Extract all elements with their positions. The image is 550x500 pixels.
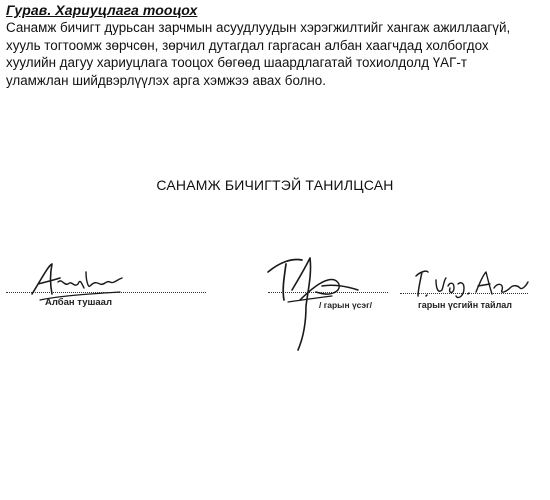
section-heading: Гурав. Хариуцлага тооцох	[6, 2, 198, 18]
body-line: уламжлан шийдвэрлүүлэх арга хэмжээ авах болно.	[6, 72, 326, 88]
section-body	[6, 19, 526, 89]
caption-position: Албан тушаал	[45, 297, 112, 308]
acknowledgement-title: САНАМЖ БИЧИГТЭЙ ТАНИЛЦСАН	[156, 177, 394, 193]
caption-signature: / гарын үсэг/	[319, 300, 372, 310]
body-line: хууль тогтоомж зөрчсөн, зөрчил дутагдал гаргасан албан хаагчдад холбогдох	[6, 37, 489, 53]
body-line: хуулийн дагуу хариуцлага тооцох бөгөөд шаардлагатай тохиолдолд ҮАГ-т	[6, 55, 467, 70]
body-line: Санамж бичигт дурьсан зарчмын асуудлуудын хэрэгжилтийг хангаж ажиллаагүй,	[6, 20, 511, 35]
caption-transcription: гарын үсгийн тайлал	[418, 300, 513, 310]
